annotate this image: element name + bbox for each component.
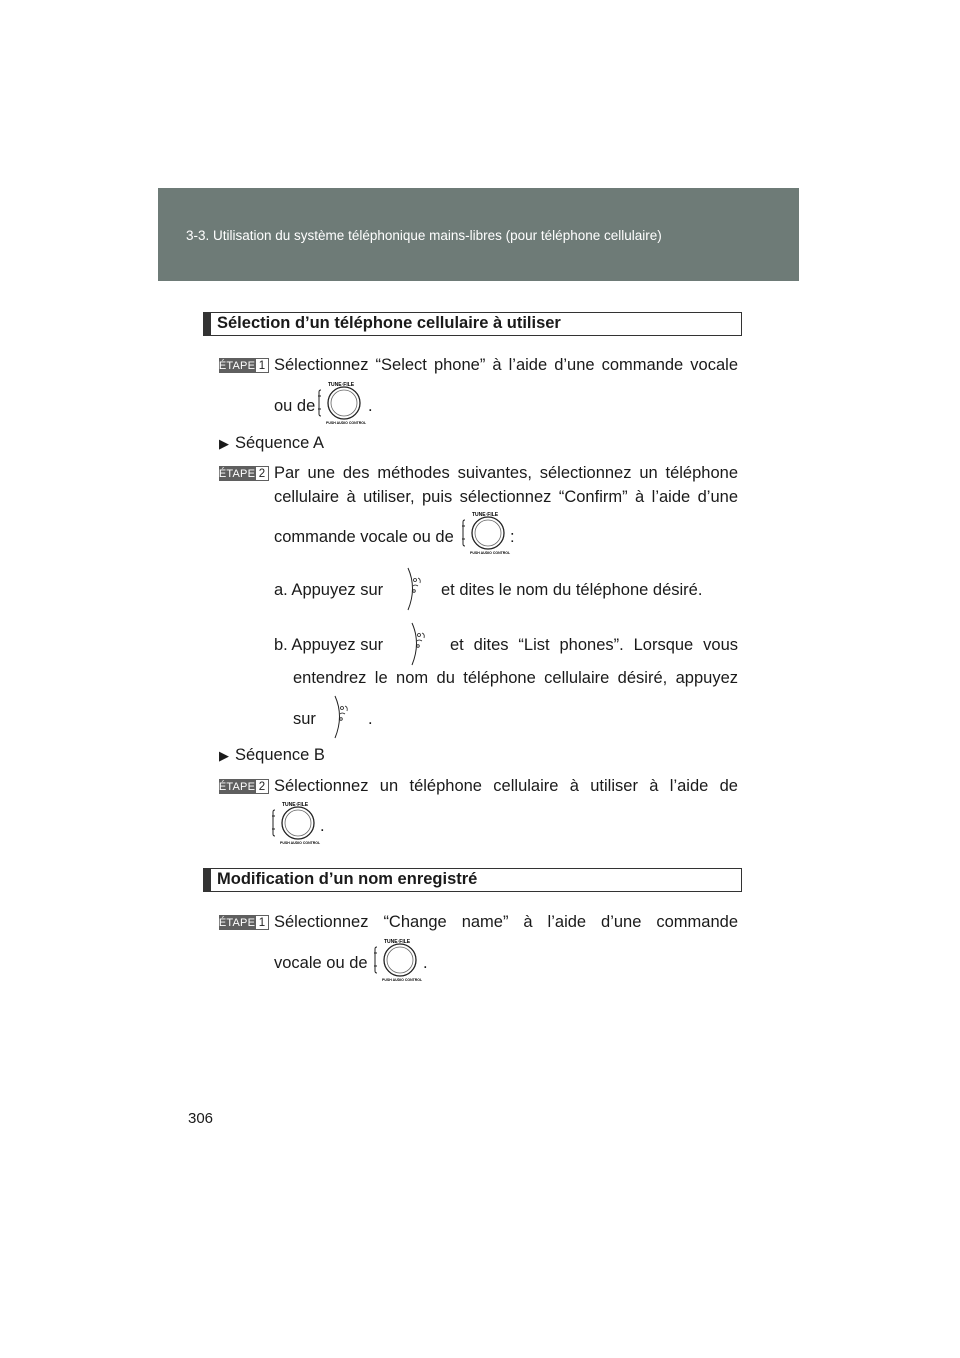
step-badge: ÉTAPE 2 [219,779,269,794]
punctuation: . [423,954,428,972]
step-badge: ÉTAPE 2 [219,466,269,481]
sequence-label: ▶ Séquence B [219,746,325,764]
punctuation: . [368,397,373,415]
punctuation: . [368,710,373,728]
option-b-text: entendrez le nom du téléphone cellulaire désiré, appuyez [293,669,738,687]
punctuation: . [320,817,325,835]
step-text: Sélectionnez “Select phone” à l’aide d’une commande vocale [274,356,738,374]
section-title: Modification d’un nom enregistré [217,870,478,888]
arrow-right-icon: ▶ [219,436,229,451]
chapter-header [158,188,799,281]
step-text: Par une des méthodes suivantes, sélectionnez un téléphone [274,464,738,482]
svg-text:PUSH AUDIO CONTROL: PUSH AUDIO CONTROL [326,421,367,425]
talk-switch-icon [409,621,435,667]
section-heading-phone-selection [203,312,742,336]
tune-file-knob-icon [374,937,426,983]
step-text: ou de [274,397,316,415]
option-b-text: et dites “List phones”. Lorsque vous [450,636,738,654]
tune-file-knob-icon [462,510,514,556]
step-text: commande vocale ou de [274,528,454,546]
tune-file-knob-icon [272,800,324,846]
sequence-label: ▶ Séquence A [219,434,324,452]
svg-text:TUNE·FILE: TUNE·FILE [384,939,411,945]
option-b-text: b. Appuyez sur [274,636,384,654]
section-title: Sélection d’un téléphone cellulaire à utiliser [217,314,561,332]
tune-file-knob-icon [318,380,370,426]
step-text: cellulaire à utiliser, puis sélectionnez “Confirm” à l’aide d’une [274,488,738,506]
page-number: 306 [188,1110,214,1127]
step-badge: ÉTAPE 1 [219,915,269,930]
option-a-text: a. Appuyez sur [274,581,384,599]
talk-switch-icon [405,566,431,612]
talk-switch-icon [332,694,358,740]
svg-text:PUSH AUDIO CONTROL: PUSH AUDIO CONTROL [280,841,321,845]
svg-text:TUNE·FILE: TUNE·FILE [472,512,499,518]
step-text: vocale ou de [274,954,368,972]
svg-text:TUNE·FILE: TUNE·FILE [282,802,309,808]
chapter-title: 3-3. Utilisation du système téléphonique mains-libres (pour téléphone cellulaire) [186,228,662,243]
arrow-right-icon: ▶ [219,748,229,763]
svg-text:TUNE·FILE: TUNE·FILE [328,382,355,388]
step-text: Sélectionnez “Change name” à l’aide d’une commande [274,913,738,931]
section-heading-name-change [203,868,742,892]
option-a-text: et dites le nom du téléphone désiré. [441,581,703,599]
svg-text:PUSH AUDIO CONTROL: PUSH AUDIO CONTROL [382,978,423,982]
option-b-text: sur [293,710,316,728]
step-text: Sélectionnez un téléphone cellulaire à utiliser à l’aide de [274,777,738,795]
svg-text:PUSH AUDIO CONTROL: PUSH AUDIO CONTROL [470,551,511,555]
punctuation: : [510,528,515,546]
step-badge: ÉTAPE 1 [219,358,269,373]
